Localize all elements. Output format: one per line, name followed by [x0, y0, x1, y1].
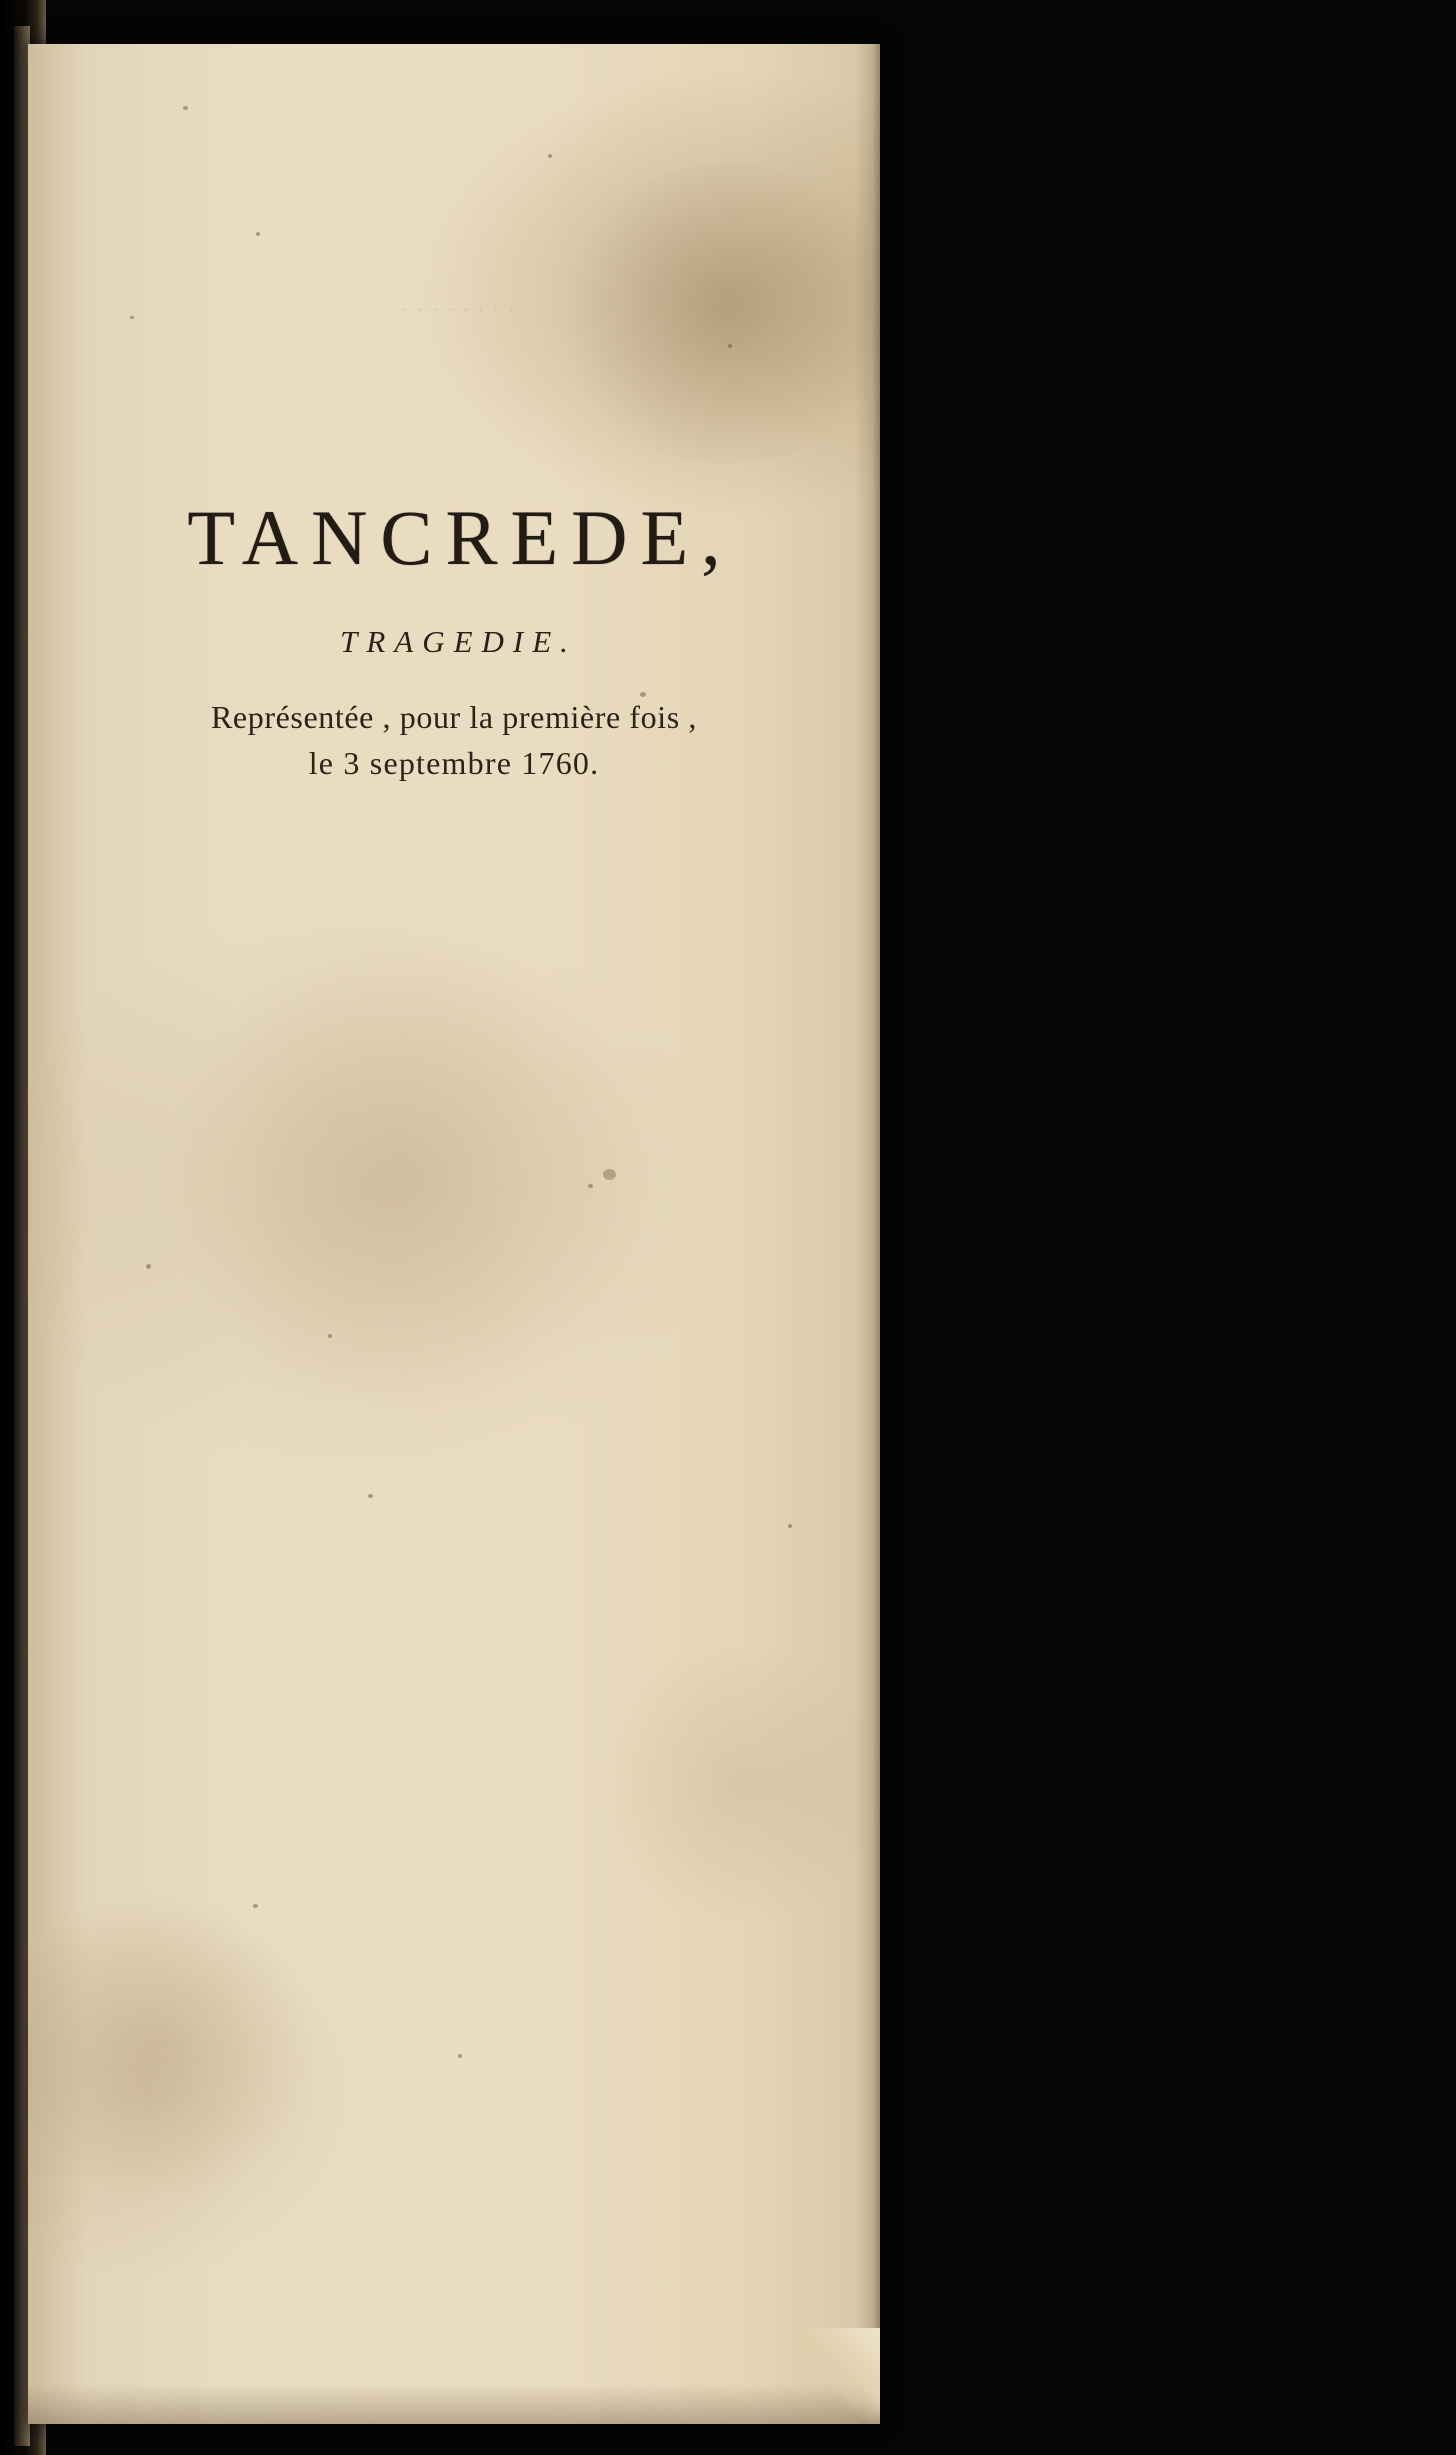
paper-speck [328, 1334, 332, 1338]
paper-speck [603, 1169, 616, 1180]
paper-speck [368, 1494, 373, 1498]
performance-note [28, 694, 880, 786]
page-right-edge [854, 44, 880, 2424]
paper-speck [130, 316, 134, 319]
paper-speck [183, 106, 188, 110]
performance-note-line-2: le 3 septembre 1760. [308, 745, 600, 781]
paper-speck [588, 1184, 593, 1188]
paper-speck [253, 1904, 258, 1908]
paper-stain [148, 944, 668, 1404]
paper-speck [458, 2054, 462, 2058]
performance-note-line-1: Représentée , pour la première fois , [210, 699, 697, 735]
paper-speck [256, 232, 260, 236]
paper-stain [548, 164, 880, 464]
paper-speck [146, 1264, 151, 1269]
paper-speck [728, 344, 732, 348]
page-showthrough: · · · · · · · · [400, 295, 516, 324]
page-corner-fold [788, 2328, 880, 2424]
page-title: TANCREDE, [187, 494, 734, 581]
page-bottom-edge [28, 2384, 880, 2424]
genre-subtitle: TRAGEDIE. [340, 624, 577, 659]
paper-speck [788, 1524, 792, 1528]
page-leaf [28, 44, 880, 2424]
paper-speck [548, 154, 552, 158]
paper-stain [588, 1644, 880, 1924]
paper-stain [28, 1894, 328, 2194]
